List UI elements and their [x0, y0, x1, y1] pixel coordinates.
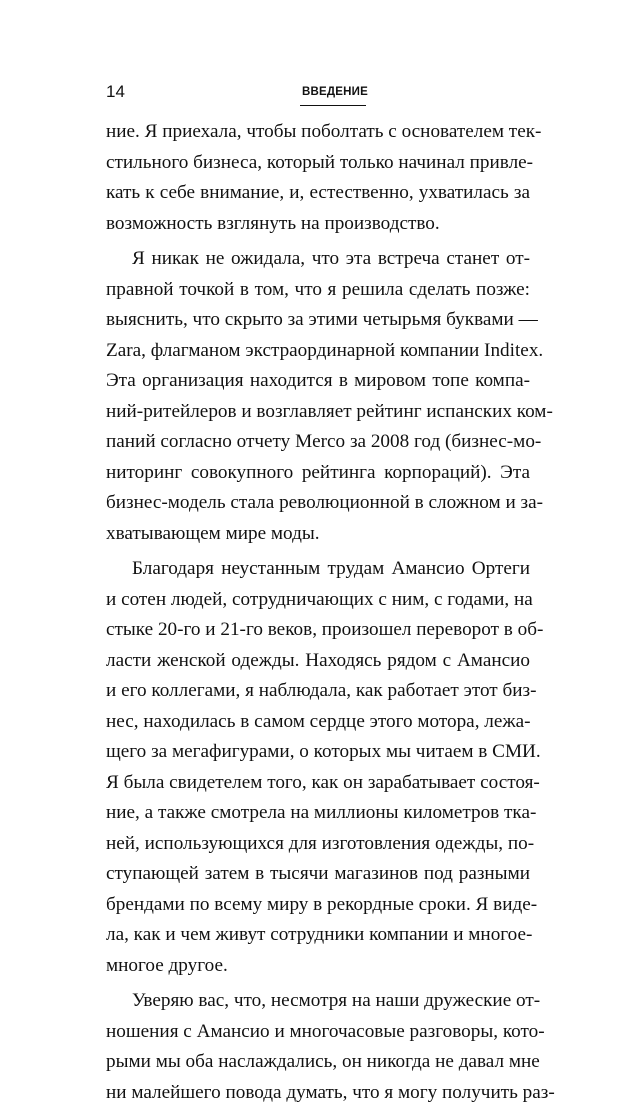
- text-line: Уверяю вас, что, несмотря на наши дружеские от-: [106, 986, 530, 1017]
- text-line: правной точкой в том, что я решила сделать позже:: [106, 275, 530, 306]
- text-line: паний согласно отчету Merco за 2008 год (бизнес-мо-: [106, 427, 530, 458]
- text-line: Я никак не ожидала, что эта встреча станет от-: [106, 244, 530, 275]
- paragraph-1: [106, 117, 530, 239]
- running-head-underline: [300, 105, 366, 106]
- text-line: и его коллегами, я наблюдала, как работает этот биз-: [106, 676, 530, 707]
- text-line: Благодаря неустанным трудам Амансио Ортеги: [106, 554, 530, 585]
- text-line: щего за мегафигурами, о которых мы читаем в СМИ.: [106, 737, 530, 768]
- body-text: [106, 117, 530, 1108]
- running-head: ВВЕДЕНИЕ: [300, 84, 370, 100]
- text-line: ни малейшего повода думать, что я могу получить раз-: [106, 1078, 530, 1108]
- text-line: стыке 20-го и 21-го веков, произошел переворот в об-: [106, 615, 530, 646]
- text-line: многое другое.: [106, 951, 530, 982]
- text-line: ношения с Амансио и многочасовые разговоры, кото-: [106, 1017, 530, 1048]
- text-line: брендами по всему миру в рекордные сроки. Я виде-: [106, 890, 530, 921]
- text-line: выяснить, что скрыто за этими четырьмя буквами —: [106, 305, 530, 336]
- text-line: ние. Я приехала, чтобы поболтать с основателем тек-: [106, 117, 530, 148]
- paragraph-3: [106, 554, 530, 981]
- text-line: нес, находилась в самом сердце этого мотора, лежа-: [106, 707, 530, 738]
- paragraph-4: [106, 986, 530, 1108]
- text-line: ние, а также смотрела на миллионы километров тка-: [106, 798, 530, 829]
- text-line: ней, использующихся для изготовления одежды, по-: [106, 829, 530, 860]
- text-line: ласти женской одежды. Находясь рядом с Амансио: [106, 646, 530, 677]
- text-line: хватывающем мире моды.: [106, 519, 530, 550]
- page-number: 14: [106, 82, 125, 102]
- text-line: бизнес-модель стала революционной в сложном и за-: [106, 488, 530, 519]
- text-line: рыми мы оба наслаждались, он никогда не давал мне: [106, 1047, 530, 1078]
- text-line: возможность взглянуть на производство.: [106, 209, 530, 240]
- text-line: Zara, флагманом экстраординарной компании Inditex.: [106, 336, 530, 367]
- text-line: кать к себе внимание, и, естественно, ухватилась за: [106, 178, 530, 209]
- text-line: и сотен людей, сотрудничающих с ним, с годами, на: [106, 585, 530, 616]
- text-line: стильного бизнеса, который только начинал привле-: [106, 148, 530, 179]
- text-line: ниторинг совокупного рейтинга корпораций). Эта: [106, 458, 530, 489]
- paragraph-2: [106, 244, 530, 549]
- text-line: ступающей затем в тысячи магазинов под разными: [106, 859, 530, 890]
- text-line: ний-ритейлеров и возглавляет рейтинг испанских ком-: [106, 397, 530, 428]
- text-line: Я была свидетелем того, как он зарабатывает состоя-: [106, 768, 530, 799]
- text-line: Эта организация находится в мировом топе компа-: [106, 366, 530, 397]
- text-line: ла, как и чем живут сотрудники компании и многое-: [106, 920, 530, 951]
